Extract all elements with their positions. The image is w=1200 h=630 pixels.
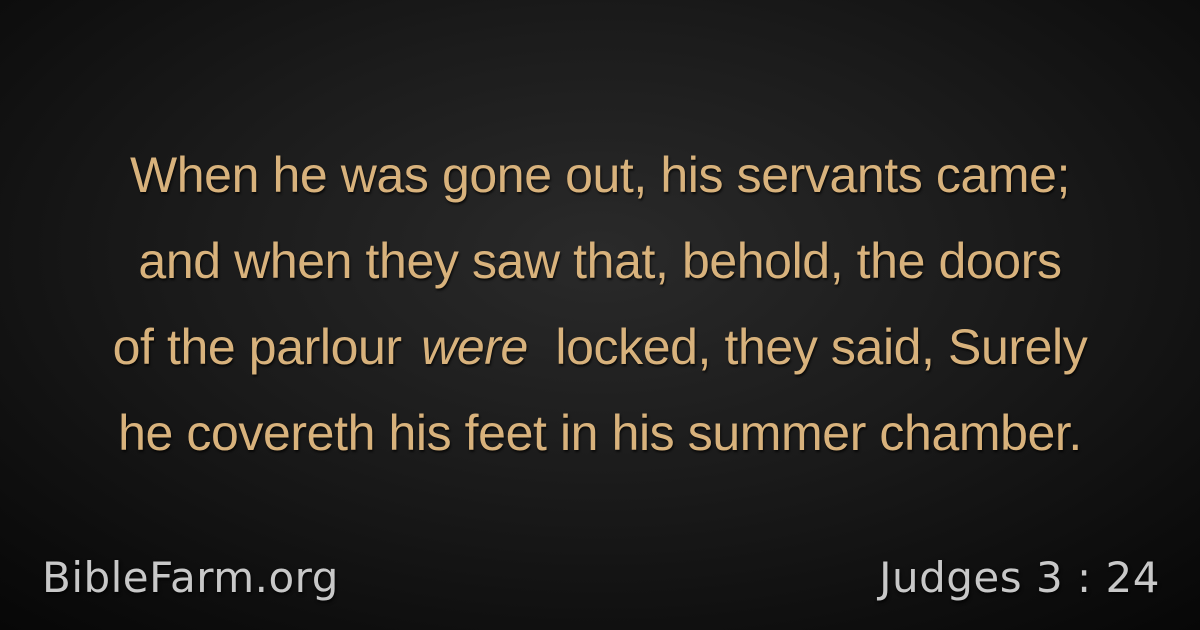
verse-text bbox=[40, 132, 1160, 476]
verse-line-2: and when they saw that, behold, the doors bbox=[138, 233, 1062, 289]
verse-italic-word: were bbox=[421, 319, 528, 375]
verse-line-3-start: of the parlour bbox=[112, 319, 402, 375]
verse-line-4: he covereth his feet in his summer chamber. bbox=[118, 405, 1082, 461]
verse-line-1: When he was gone out, his servants came; bbox=[129, 147, 1071, 203]
verse-reference: Judges 3 : 24 bbox=[879, 553, 1160, 602]
site-name: BibleFarm.org bbox=[42, 553, 339, 602]
verse-line-3 bbox=[40, 304, 1160, 390]
verse-line-3-end: locked, they said, Surely bbox=[555, 319, 1088, 375]
